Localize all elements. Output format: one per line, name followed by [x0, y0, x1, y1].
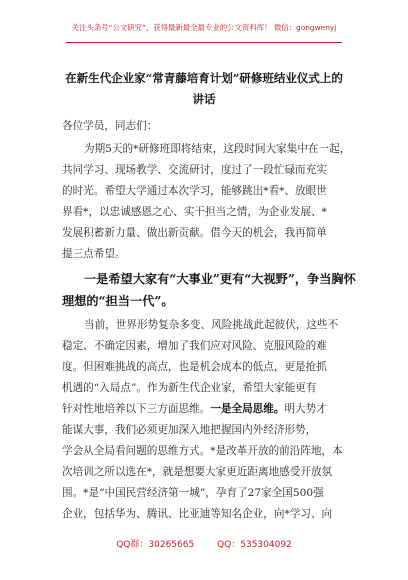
paragraph-line [62, 401, 327, 416]
paragraph-line: 为期5天的*研修班即将结束，这段时间大家集中在一起， [84, 143, 351, 155]
paragraph-line: 次培训之所以选在*，就是想要大家更近距离地感受开放氛 [62, 466, 333, 478]
document-title: 在新生代企业家“常青藤培育计划”研修班结业仪式上的 [65, 71, 343, 85]
paragraph-line: 度。但困难挑战的高点，也是机会成本的低点，更是抢抓 [62, 361, 327, 373]
section-heading-cont: 理想的“担当一代”。 [62, 294, 174, 308]
paragraph-line: 界看*，以忠诚感恩之心、实干担当之情，为企业发展、* [62, 206, 327, 218]
paragraph-line: 提三点希望。 [62, 248, 126, 260]
emphasis-text: 一是全局思维。 [210, 403, 285, 415]
paragraph-text: 针对性地培养以下三方面思维。 [62, 403, 211, 415]
header-divider [66, 42, 342, 43]
document-title-cont: 讲话 [192, 92, 216, 106]
section-heading: 一是希望大家有“大事业”更有“大视野”，争当胸怀 [84, 272, 356, 286]
salutation: 各位学员，同志们： [62, 120, 158, 132]
paragraph-line: 企业，包括华为、腾讯、比亚迪等知名企业，向*学习、向 [62, 508, 333, 520]
qq-text: QQ：535304092 [217, 540, 292, 550]
paragraph-line: 能谋大事，我们必须更加深入地把握国内外经济形势， [62, 424, 317, 436]
paragraph-line: 当前，世界形势复杂多变、风险挑战此起彼伏，这些不 [84, 319, 339, 331]
paragraph-line: 的时光。希望大学通过本次学习，能够跳出*看*、放眼世 [62, 185, 327, 197]
footer-contact [0, 537, 408, 550]
paragraph-line: 稳定、不确定因素，增加了我们应对风险、克服风险的难 [62, 340, 327, 352]
paragraph-line: 共同学习、现场教学、交流研讨，度过了一段忙碌而充实 [62, 164, 327, 176]
header-banner: 关注头条号“公文研究”，获得最新最全最专业的公文资料库！ 微信：gongwenyj [71, 23, 337, 32]
qq-group-text: QQ群：30265665 [116, 540, 195, 550]
paragraph-line: 围。*是“中国民营经济第一城”，孕育了27家全国500强 [62, 487, 324, 499]
paragraph-line: 学会从全局看问题的思维方式。*是改革开放的前沿阵地，本 [62, 445, 343, 457]
paragraph-line: 发展积蓄新力量、做出新贡献。借今天的机会，我再简单 [62, 227, 327, 239]
paragraph-text: 明大势才 [284, 403, 327, 415]
paragraph-line: 机遇的“入局点”。作为新生代企业家，希望大家能更有 [62, 382, 317, 394]
